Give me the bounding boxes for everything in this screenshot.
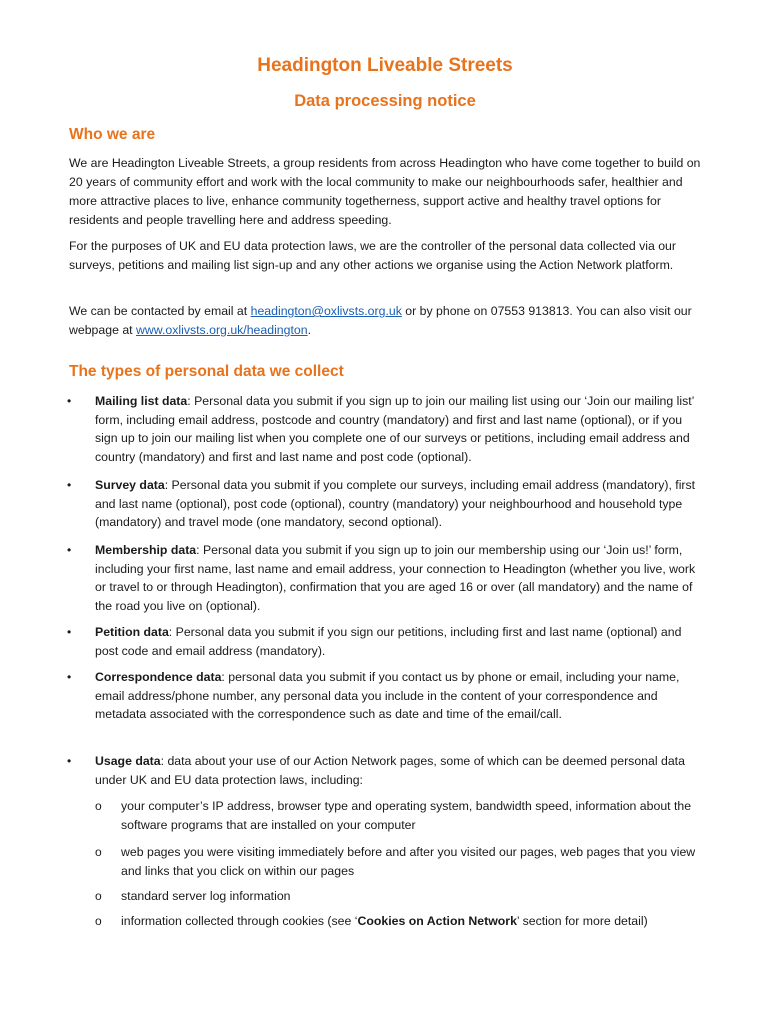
sub-bullet-icon: o [95,889,102,903]
list-item-text: : Personal data you submit if you sign up to join our membership using our ‘Join us!’ form, including your first name, last name and email address, your connection to Headington (whether you live, work or travel to or through Headington), confirmation that you are aged 16 or over (all mandatory) and the name of the road you live on (optional). [95,543,696,614]
list-item-label: Survey data [95,478,165,492]
bullet-icon: • [67,478,72,492]
list-item-survey [95,476,705,532]
contact-text-2: or by phone on 07553 913813. You can also visit our webpage at [69,304,692,337]
sub-bullet-icon: o [95,845,102,859]
section-heading-who-we-are: Who we are [69,126,156,143]
sub-bullet-icon: o [95,914,102,928]
cookies-section-ref: Cookies on Action Network [357,914,517,928]
sub-list-item-cookies [121,912,711,931]
paragraph-contact [69,302,709,340]
website-link[interactable]: www.oxlivsts.org.uk/headington [136,323,308,337]
list-item-petition [95,623,705,660]
bullet-icon: • [67,670,72,684]
list-item-text: : personal data you submit if you contact us by phone or email, including your name, email address/phone number, any personal data you include in the content of your correspondence and metadata associated with the correspondence such as date and time of the email/call. [95,670,680,722]
list-item-usage [95,752,705,789]
bullet-icon: • [67,754,72,768]
list-item-membership [95,541,705,616]
bullet-icon: • [67,543,72,557]
contact-text: We can be contacted by email at [69,304,251,318]
sub-list-item: your computer’s IP address, browser type and operating system, bandwidth speed, information about the software programs that are installed on your computer [121,799,692,832]
document-subtitle: Data processing notice [294,92,476,110]
section-heading-types: The types of personal data we collect [69,363,344,380]
list-item-label: Mailing list data [95,394,188,408]
list-item-text: : Personal data you submit if you complete our surveys, including email address (mandatory), first and last name (optional), post code (optional), country (mandatory) your neighbourhood and household type (mandatory) and travel mode (one mandatory, second optional). [95,478,696,530]
bullet-icon: • [67,625,72,639]
bullet-icon: • [67,394,72,408]
paragraph-who-we-are: We are Headington Liveable Streets, a group residents from across Headington who have come together to build on 20 years of community effort and work with the local community to make our neighbourhoods safer, healthier and more attractive places to live, enhance community togetherness, support active and healthy travel options for residents and people travelling here and address speeding. [69,156,701,227]
cookies-text-end: ’ section for more detail) [516,914,648,928]
list-item-label: Petition data [95,625,169,639]
list-item-label: Membership data [95,543,197,557]
email-link[interactable]: headington@oxlivsts.org.uk [250,304,402,318]
list-item-label: Correspondence data [95,670,222,684]
list-item-mailing-list [95,392,705,467]
list-item-text: : Personal data you submit if you sign up to join our mailing list using our ‘Join our mailing list’ form, including email address, postcode and country (mandatory) and first and last name (optional), or if you sign up to join our mailing list when you complete one of our surveys or petitions, including email address and country (mandatory) and first and last name and post code (optional). [95,394,694,465]
contact-text-end: . [307,323,311,337]
list-item-text: : data about your use of our Action Network pages, some of which can be deemed personal data under UK and EU data protection laws, including: [95,754,685,787]
paragraph-controller: For the purposes of UK and EU data protection laws, we are the controller of the personal data collected via our surveys, petitions and mailing list sign-up and any other actions we organise using the Action Network platform. [69,239,676,272]
list-item-label: Usage data [95,754,161,768]
sub-bullet-icon: o [95,799,102,813]
cookies-text: information collected through cookies (see ‘ [121,914,358,928]
list-item-correspondence [95,668,705,724]
list-item-text: : Personal data you submit if you sign our petitions, including first and last name (optional) and post code and email address (mandatory). [95,625,682,658]
document-title: Headington Liveable Streets [257,55,513,76]
sub-list-item: web pages you were visiting immediately before and after you visited our pages, web pages that you view and links that you click on within our pages [121,845,696,878]
sub-list-item: standard server log information [121,889,291,903]
